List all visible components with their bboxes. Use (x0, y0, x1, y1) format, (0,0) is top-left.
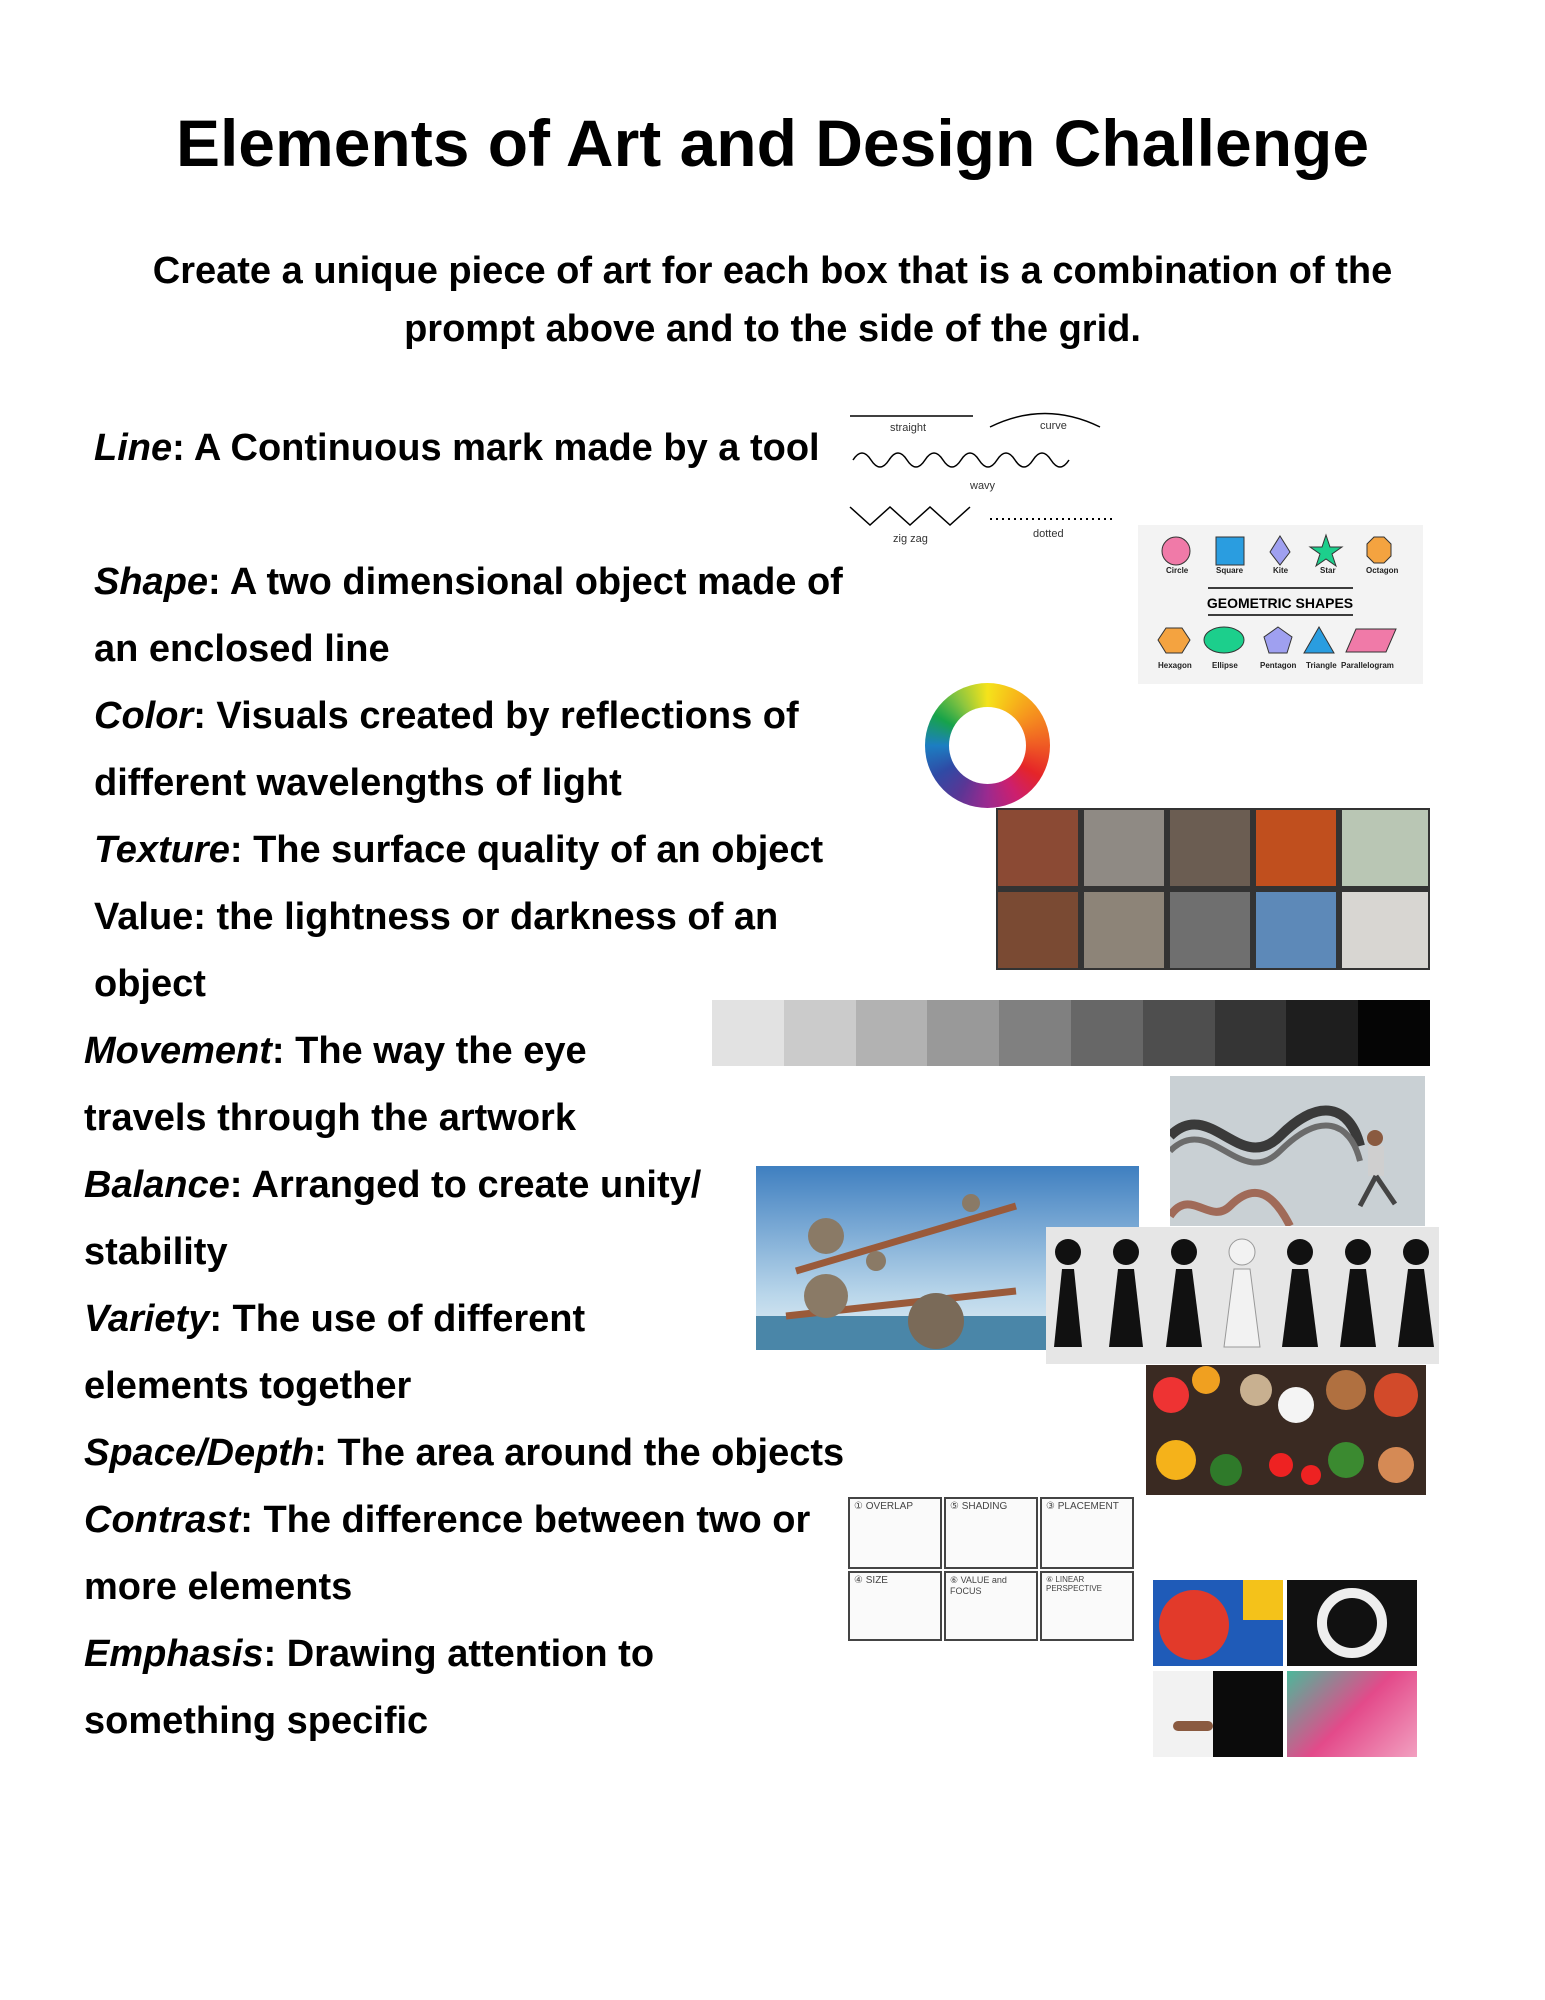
subtitle: Create a unique piece of art for each box that is a combination of the prompt above and to the side of the grid. (152, 250, 1393, 350)
definition-movement (84, 1018, 684, 1152)
page-title: Elements of Art and Design Challenge (175, 106, 1370, 180)
value-step (1215, 1000, 1287, 1066)
description: : Visuals created by reflections of different wavelengths of light (94, 695, 799, 804)
sketch-panel (848, 1497, 942, 1569)
sketch-label: ⑤ SHADING (950, 1501, 1008, 1512)
sketch-label: ④ SIZE (854, 1575, 888, 1586)
texture-swatch (1342, 892, 1428, 968)
sketch-panel (1040, 1571, 1134, 1641)
definition-emphasis (84, 1621, 724, 1755)
sketch-panel (944, 1571, 1038, 1641)
description: : the lightness or darkness of an object (94, 896, 779, 1005)
texture-swatch (1170, 810, 1250, 886)
red-circle (1159, 1590, 1229, 1660)
term: Emphasis (84, 1633, 264, 1675)
variety-image (1046, 1227, 1439, 1364)
sketch-label: ① OVERLAP (854, 1501, 913, 1512)
movement-image (1170, 1076, 1425, 1226)
shape-label: Circle (1166, 566, 1189, 575)
value-step (1071, 1000, 1143, 1066)
term: Line (94, 427, 173, 469)
texture-swatch (998, 810, 1078, 886)
shape-label: Star (1320, 566, 1336, 575)
color-wheel-center (949, 707, 1026, 784)
sketch-label: ③ PLACEMENT (1046, 1501, 1119, 1512)
description: : The way the eye travels through the artwork (84, 1030, 587, 1139)
definition-texture (94, 817, 994, 884)
value-step (856, 1000, 928, 1066)
description: : A Continuous mark made by a tool (172, 427, 820, 469)
description: : Arranged to create unity/ stability (84, 1164, 702, 1273)
spiral (1317, 1588, 1387, 1658)
term: Movement (84, 1030, 272, 1072)
definition-value (94, 884, 854, 1018)
term: Texture (94, 829, 230, 871)
sketch-panel (944, 1497, 1038, 1569)
emphasis-tile (1153, 1580, 1283, 1666)
description: : Drawing attention to something specific (84, 1633, 655, 1742)
term: Color (94, 695, 194, 737)
definition-space-depth (84, 1420, 984, 1487)
shape-label: Octagon (1366, 566, 1399, 575)
shape-label: Hexagon (1158, 661, 1192, 670)
shape-label: Triangle (1306, 661, 1337, 670)
value-step (999, 1000, 1071, 1066)
line-label-curve: curve (1040, 420, 1067, 432)
value-step (927, 1000, 999, 1066)
texture-swatch (1256, 892, 1336, 968)
space-depth-image (1146, 1365, 1426, 1495)
contrast-sketches-image (846, 1495, 1136, 1641)
line-label-wavy: wavy (970, 480, 996, 492)
term: Variety (84, 1298, 210, 1340)
texture-swatch (1084, 892, 1164, 968)
color-wheel-image (925, 683, 1050, 808)
definition-balance (84, 1152, 764, 1286)
shape-label: Kite (1273, 566, 1289, 575)
definition-shape (94, 549, 854, 683)
sketch-label: ⑥ VALUE and FOCUS (950, 1575, 1007, 1596)
definition-contrast (84, 1487, 824, 1621)
term: Shape (94, 561, 209, 603)
term: Contrast (84, 1499, 241, 1541)
hand (1173, 1721, 1213, 1731)
texture-samples-image (996, 808, 1430, 970)
value-step (1286, 1000, 1358, 1066)
emphasis-tile (1153, 1671, 1283, 1757)
definition-line (94, 415, 834, 482)
sketch-label: ⑥ LINEAR PERSPECTIVE (1046, 1575, 1103, 1593)
shape-label: Pentagon (1260, 661, 1297, 670)
line-types-image (845, 405, 1125, 545)
emphasis-image (1153, 1580, 1417, 1757)
definition-variety (84, 1286, 684, 1420)
emphasis-tile (1287, 1580, 1417, 1666)
sketch-panel (1040, 1497, 1134, 1569)
value-scale (712, 1000, 1430, 1066)
description: : The use of different elements together (84, 1298, 586, 1407)
description: : The area around the objects (314, 1432, 845, 1474)
value-step (784, 1000, 856, 1066)
term: Balance (84, 1164, 230, 1206)
texture-swatch (1256, 810, 1336, 886)
line-label-dotted: dotted (1033, 528, 1064, 540)
shape-label: Ellipse (1212, 661, 1238, 670)
shape-label: Parallelogram (1341, 661, 1394, 670)
sketch-panel (848, 1571, 942, 1641)
value-step (712, 1000, 784, 1066)
description: : A two dimensional object made of an enclosed line (94, 561, 843, 670)
term: Space/Depth (84, 1432, 315, 1474)
shape-label: Square (1216, 566, 1244, 575)
geometric-shapes-image (1138, 525, 1423, 684)
shapes-heading: GEOMETRIC SHAPES (1206, 595, 1354, 611)
texture-swatch (1084, 810, 1164, 886)
value-step (1143, 1000, 1215, 1066)
line-label-zigzag: zig zag (893, 533, 928, 545)
value-step (1358, 1000, 1430, 1066)
texture-swatch (1170, 892, 1250, 968)
description: : The surface quality of an object (229, 829, 824, 871)
line-label-straight: straight (890, 422, 927, 434)
texture-swatch (1342, 810, 1428, 886)
texture-swatch (998, 892, 1078, 968)
yellow-block (1243, 1580, 1283, 1620)
definition-color (94, 683, 854, 817)
emphasis-tile (1287, 1671, 1417, 1757)
dark-panel (1213, 1671, 1283, 1757)
term: Value (94, 896, 194, 938)
description: : The difference between two or more elements (84, 1499, 811, 1608)
